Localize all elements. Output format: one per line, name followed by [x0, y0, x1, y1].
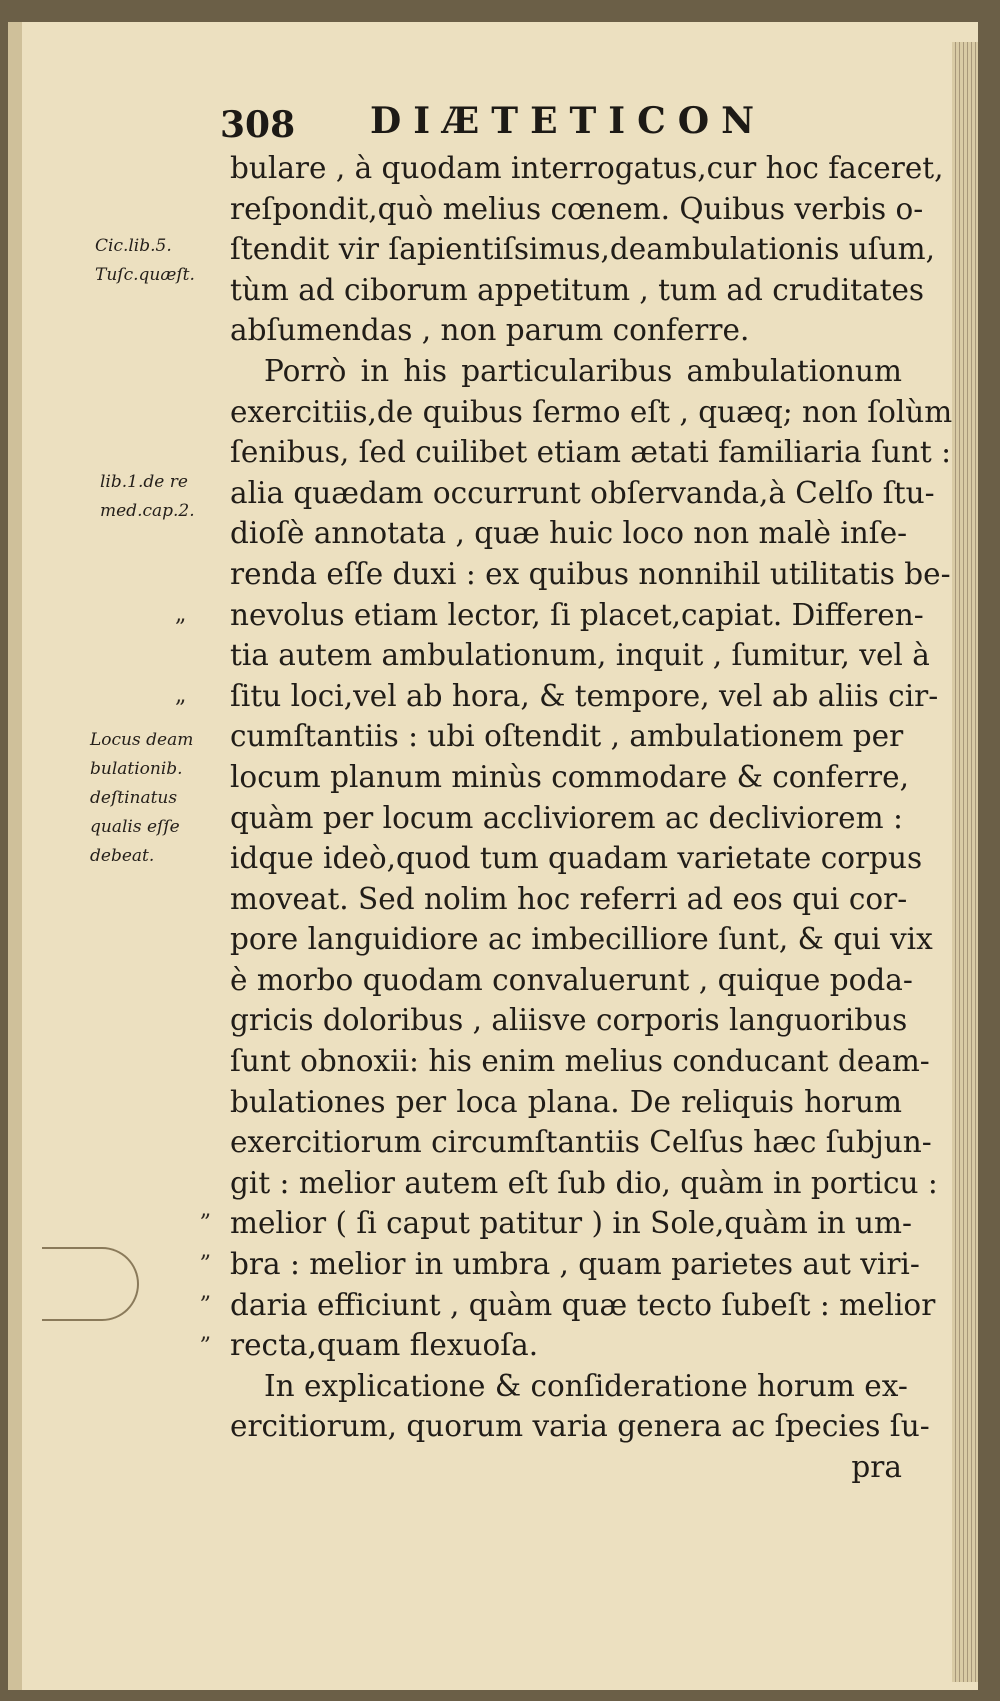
quote-mark: „	[200, 1279, 212, 1304]
text-line: ſitu loci,vel ab hora, & tempore, vel ab aliis cir-	[230, 678, 939, 713]
text-line: cumſtantiis : ubi oſtendit , ambulationem per	[230, 719, 904, 754]
text-line: renda eſſe duxi : ex quibus nonnihil utilitatis be-	[230, 556, 951, 591]
page-header	[220, 96, 820, 146]
text-line: moveat. Sed nolim hoc referri ad eos qui cor-	[230, 881, 908, 916]
page-edge	[952, 42, 978, 1682]
text-line: alia quædam occurrunt obſervanda,à Celſo ſtu-	[230, 475, 935, 510]
text-line: bulationes per loca plana. De reliquis horum	[230, 1084, 902, 1119]
quote-mark: „	[200, 1320, 212, 1345]
running-title: DIÆTETICON	[370, 100, 767, 142]
text-line: ſenibus, ſed cuilibet etiam ætati familiaria ſunt :	[230, 435, 952, 470]
text-line: gricis doloribus , aliisve corporis languoribus	[230, 1003, 908, 1038]
text-line: quàm per locum accliviorem ac decliviorem :	[230, 800, 903, 835]
marginal-note-line: Cic.lib.5.	[95, 236, 172, 256]
marginal-note-cicero	[95, 232, 195, 290]
text-line: ercitiorum, quorum varia genera ac ſpecies ſu-	[230, 1409, 930, 1444]
text-line: In explicatione & conſideratione horum ex-	[264, 1368, 908, 1403]
text-line: bra : melior in umbra , quam parietes aut viri-	[230, 1247, 920, 1282]
marginal-note-line: debeat.	[90, 846, 155, 866]
text-line: dioſè annotata , quæ huic loco non malè inſe-	[230, 516, 908, 551]
text-line: locum planum minùs commodare & conferre,	[230, 759, 909, 794]
quote-mark: „	[175, 602, 187, 627]
marginal-note-celsus	[100, 468, 195, 526]
text-line: pore languidiore ac imbecilliore ſunt, & qui vix	[230, 922, 933, 957]
quote-mark: „	[200, 1197, 212, 1222]
marginal-note-line: deſtinatus	[90, 788, 178, 808]
text-line: recta,quam flexuoſa.	[230, 1328, 539, 1363]
marginal-note-line: Locus deam	[90, 730, 194, 750]
page-number: 308	[220, 104, 296, 146]
marginal-note-line: qualis eſſe	[90, 817, 180, 837]
text-line: git : melior autem eſt ſub dio, quàm in porticu :	[230, 1165, 938, 1200]
catchword: pra	[851, 1450, 902, 1484]
text-line: idque ideò,quod tum quadam varietate corpus	[230, 841, 923, 876]
text-line: tùm ad ciborum appetitum , tum ad cruditates	[230, 272, 925, 307]
text-line: daria efficiunt , quàm quæ tecto ſubeſt : melior	[230, 1287, 936, 1322]
quote-mark: „	[175, 683, 187, 708]
marginal-note-line: lib.1.de re	[100, 472, 188, 492]
marginal-note-locus	[90, 726, 193, 871]
paper-stain	[42, 1247, 139, 1321]
text-line: melior ( ſi caput patitur ) in Sole,quàm in um-	[230, 1206, 912, 1241]
text-line: abſumendas , non parum conferre.	[230, 313, 750, 348]
text-line: è morbo quodam convaluerunt , quique poda-	[230, 962, 913, 997]
text-line: tia autem ambulationum, inquit , ſumitur, vel à	[230, 638, 930, 673]
text-line: ſtendit vir ſapientiſsimus,deambulationis uſum,	[230, 232, 935, 267]
text-line: exercitiis,de quibus ſermo eſt , quæq; non ſolùm	[230, 394, 953, 429]
marginal-note-line: Tuſc.quæſt.	[95, 265, 195, 285]
quote-mark: „	[200, 1238, 212, 1263]
text-line: ſunt obnoxii: his enim melius conducant deam-	[230, 1044, 930, 1079]
marginal-note-line: bulationib.	[90, 759, 183, 779]
text-line: reſpondit,quò melius cœnem. Quibus verbis o-	[230, 191, 924, 226]
body-text	[230, 148, 953, 1488]
text-line: bulare , à quodam interrogatus,cur hoc faceret,	[230, 151, 944, 185]
text-line: exercitiorum circumſtantiis Celſus hæc ſubjun-	[230, 1125, 932, 1160]
text-line: nevolus etiam lector, ſi placet,capiat. Differen-	[230, 597, 924, 632]
marginal-note-line: med.cap.2.	[100, 501, 195, 521]
text-line: Porrò in his particularibus ambulationum	[264, 353, 902, 388]
